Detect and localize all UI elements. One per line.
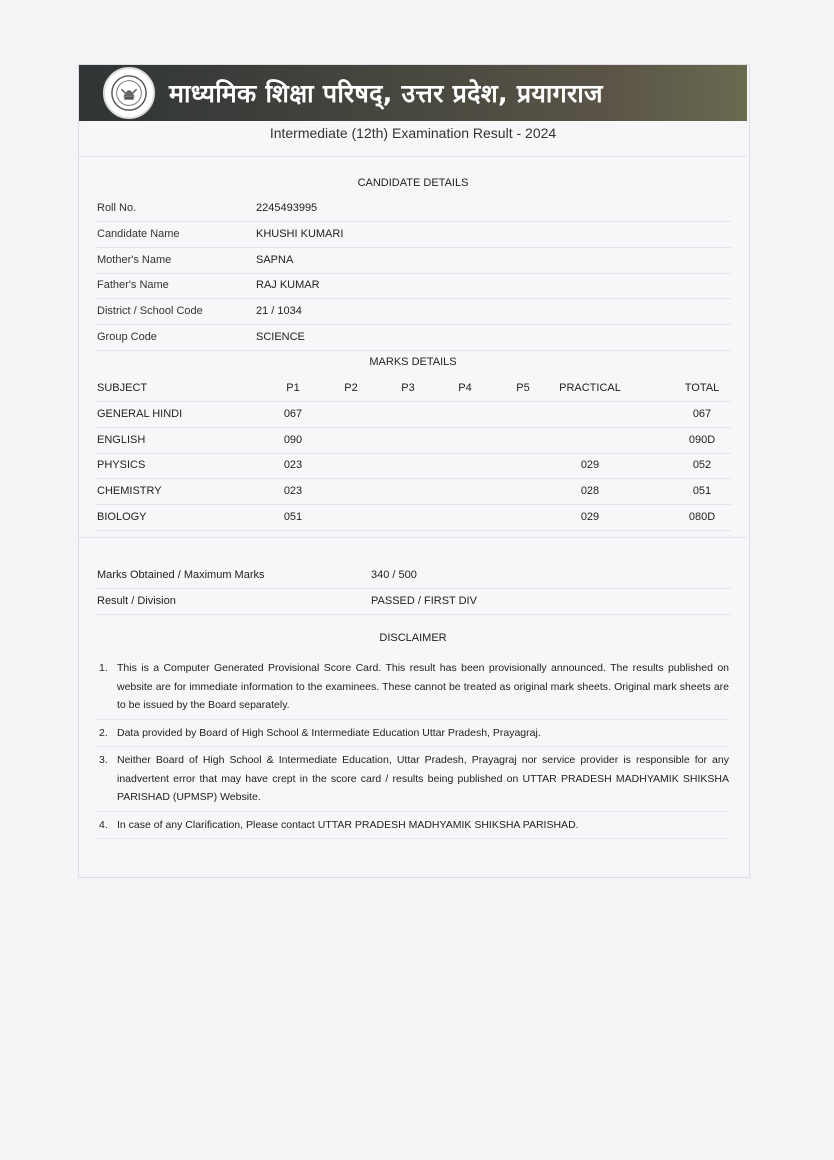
practical-cell: 029 [580, 511, 600, 523]
item-number: 4. [99, 818, 108, 831]
list-item [95, 816, 729, 840]
column-header: P3 [401, 382, 415, 394]
p1-cell: 023 [283, 459, 303, 471]
list-item [95, 751, 729, 812]
field-value: SAPNA [256, 254, 294, 266]
column-header: P1 [286, 382, 300, 394]
p1-cell: 090 [283, 434, 303, 446]
p1-cell: 023 [283, 485, 303, 497]
list-item [95, 659, 729, 720]
candidate-section-title: CANDIDATE DETAILS [357, 177, 469, 189]
total-cell: 051 [692, 485, 712, 497]
disclaimer-list [95, 659, 729, 843]
total-cell: 052 [692, 459, 712, 471]
subject-cell: BIOLOGY [97, 511, 147, 523]
summary-value: PASSED / FIRST DIV [371, 595, 477, 607]
marks-summary-row [95, 563, 731, 589]
result-sheet [78, 64, 750, 878]
field-value: SCIENCE [256, 331, 305, 343]
item-number: 2. [99, 726, 108, 739]
board-title: माध्यमिक शिक्षा परिषद्, उत्तर प्रदेश, प्रयागराज [169, 79, 603, 108]
table-row [95, 428, 731, 454]
field-roll-no [95, 196, 731, 222]
item-text: This is a Computer Generated Provisional Score Card. This result has been provisionally announced. The results published on website are for immediate information to the examinees. These cannot be treated as original mark sheets. Original mark sheets are to be issued by the Board separately. [117, 662, 729, 711]
column-header: P4 [458, 382, 472, 394]
column-header: P2 [344, 382, 358, 394]
summary-label: Result / Division [97, 595, 176, 607]
field-group-code [95, 325, 731, 351]
practical-cell: 028 [580, 485, 600, 497]
header-banner [79, 65, 747, 121]
page-title: Intermediate (12th) Examination Result - 2024 [269, 125, 557, 141]
item-number: 1. [99, 662, 108, 674]
list-item [95, 724, 729, 748]
column-header: P5 [516, 382, 530, 394]
column-header: TOTAL [684, 382, 720, 394]
subject-cell: GENERAL HINDI [97, 408, 183, 420]
column-header: SUBJECT [97, 382, 148, 394]
marks-section-title: MARKS DETAILS [369, 356, 457, 368]
item-number: 3. [99, 754, 108, 766]
field-label: Candidate Name [97, 228, 180, 240]
p1-cell: 067 [283, 408, 303, 420]
subject-cell: ENGLISH [97, 434, 146, 446]
table-row [95, 505, 731, 531]
field-value: RAJ KUMAR [256, 279, 320, 291]
total-cell: 090D [688, 434, 716, 446]
divider [79, 537, 747, 538]
table-row [95, 402, 731, 428]
field-value: 2245493995 [256, 202, 318, 214]
item-text: Data provided by Board of High School & Intermediate Education Uttar Pradesh, Prayagraj. [117, 726, 541, 739]
total-cell: 080D [688, 511, 716, 523]
field-value: 21 / 1034 [256, 305, 302, 317]
item-text: Neither Board of High School & Intermediate Education, Uttar Pradesh, Prayagraj nor service provider is responsible for any inadvertent error that may have crept in the score card / results being published on UTTAR PRADESH MADHYAMIK SHIKSHA PARISHAD (UPMSP) Website. [117, 754, 729, 803]
p1-cell: 051 [283, 511, 303, 523]
divider [79, 156, 747, 157]
disclaimer-title: DISCLAIMER [379, 632, 447, 644]
field-label: Roll No. [97, 202, 137, 214]
total-cell: 067 [692, 408, 712, 420]
table-row [95, 453, 731, 479]
subject-cell: PHYSICS [97, 459, 146, 471]
field-fathers-name [95, 273, 731, 299]
field-district-school-code [95, 299, 731, 325]
column-header: PRACTICAL [559, 382, 621, 394]
field-label: Mother's Name [97, 254, 172, 266]
subject-cell: CHEMISTRY [97, 485, 162, 497]
field-label: District / School Code [97, 305, 203, 317]
field-label: Group Code [97, 331, 157, 343]
field-mothers-name [95, 248, 731, 274]
table-row [95, 479, 731, 505]
item-text: In case of any Clarification, Please contact UTTAR PRADESH MADHYAMIK SHIKSHA PARISHAD. [117, 818, 579, 831]
field-value: KHUSHI KUMARI [256, 228, 344, 240]
field-candidate-name [95, 222, 731, 248]
result-division-row [95, 589, 731, 615]
summary-label: Marks Obtained / Maximum Marks [97, 569, 265, 581]
marks-table-header [95, 376, 731, 402]
field-label: Father's Name [97, 279, 169, 291]
up-emblem-icon [103, 67, 155, 119]
summary-value: 340 / 500 [371, 569, 417, 581]
practical-cell: 029 [580, 459, 600, 471]
